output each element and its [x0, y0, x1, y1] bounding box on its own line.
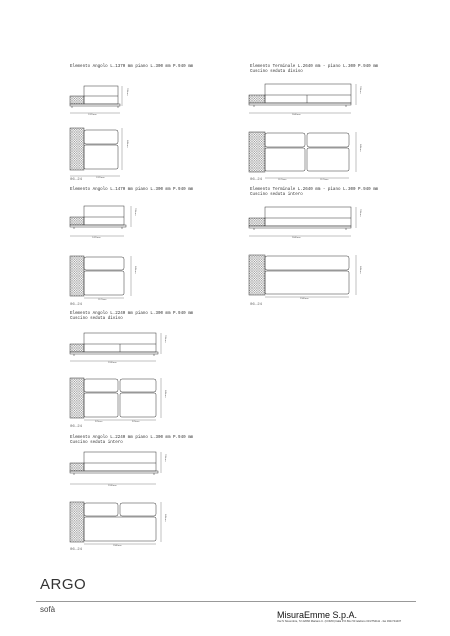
element-5-top-width-2: 970mm	[132, 421, 140, 423]
element-2-side-width: 2640mm	[292, 114, 301, 116]
company-address: Via IV Novembre, 72 22066 Mariano C. (COMO) Italia P.O.Box 53 telefono 031/754111 - fax 031/744437	[277, 620, 402, 623]
element-3-title: Elemento Angolo L.1470 mm piano L.300 mm P.940 mm	[70, 188, 194, 192]
footer-divider	[36, 601, 416, 602]
element-1-top-width: 1370mm	[96, 177, 105, 179]
element-3-code: 06-24	[70, 303, 83, 307]
element-5-side-width: 2240mm	[108, 362, 117, 364]
element-4-side-width: 2640mm	[292, 237, 301, 239]
element-4-title: Elemento Terminale L.2640 mm - piano L.300 P.940 mm Cuscino seduta intero	[250, 188, 379, 198]
element-6-side-height: 790mm	[164, 454, 166, 462]
element-3-top-width: 1170mm	[98, 299, 107, 301]
element-4-top-width: 2340mm	[300, 298, 309, 300]
element-3-side-width: 1470mm	[92, 237, 101, 239]
brand-subtitle: sofà	[40, 605, 56, 614]
element-2-top-depth: 940mm	[359, 144, 361, 152]
element-6-top-width: 1940mm	[113, 545, 122, 547]
element-6-top-depth: 940mm	[164, 514, 166, 522]
element-3-side-height: 790mm	[134, 208, 136, 216]
element-1-side-width: 1370mm	[88, 114, 97, 116]
element-5-top-width-1: 970mm	[95, 421, 103, 423]
element-2-top-width-1: 1170mm	[278, 179, 287, 181]
brand-title: ARGO	[40, 576, 87, 593]
company-name: MisuraEmme S.p.A.	[277, 610, 358, 620]
element-4-side-height: 790mm	[359, 209, 361, 217]
element-4-code: 06-24	[250, 303, 263, 307]
element-4-top-depth: 940mm	[359, 266, 361, 274]
element-1-side-height: 790mm	[126, 88, 128, 96]
element-2-side-height: 790mm	[359, 86, 361, 94]
element-2-title: Elemento Terminale L.2640 mm - piano L.300 P.940 mm Cuscino seduta diviso	[250, 65, 379, 75]
element-1-top-depth: 940mm	[126, 140, 128, 148]
element-5-top-depth: 940mm	[164, 390, 166, 398]
element-5-side-height: 790mm	[164, 335, 166, 343]
element-5-code: 06-24	[70, 425, 83, 429]
element-1-title: Elemento Angolo L.1370 mm piano L.300 mm P.940 mm	[70, 65, 194, 69]
element-6-side-width: 2240mm	[108, 485, 117, 487]
element-2-top-width-2: 1170mm	[320, 179, 329, 181]
element-1-code: 06-24	[70, 178, 83, 182]
element-6-title: Elemento Angolo L.2240 mm piano L.300 mm P.940 mm Cuscino seduta intero	[70, 436, 194, 446]
element-2-code: 06-24	[250, 178, 263, 182]
element-6-code: 06-24	[70, 548, 83, 552]
element-3-top-depth: 940mm	[134, 266, 136, 274]
element-5-title: Elemento Angolo L.2240 mm piano L.300 mm P.940 mm Cuscino seduta diviso	[70, 312, 194, 322]
